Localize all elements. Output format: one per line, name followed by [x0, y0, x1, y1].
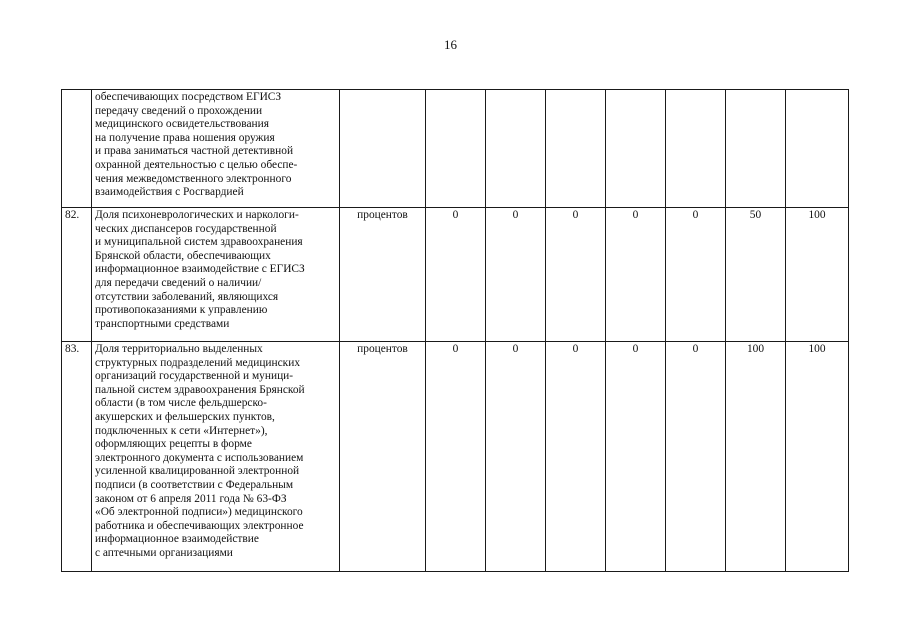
value-cell — [726, 90, 786, 208]
indicator-description-cell — [92, 90, 340, 208]
description-line: противопоказаниями к управлению — [95, 304, 268, 317]
unit-cell: процентов — [340, 208, 426, 342]
value-cell — [666, 90, 726, 208]
description-line: организаций государственной и муници- — [95, 370, 294, 383]
description-line: информационное взаимодействие с ЕГИСЗ — [95, 263, 305, 276]
description-line: взаимодействия с Росгвардией — [95, 186, 244, 199]
description-line: для передачи сведений о наличии/ — [95, 276, 262, 289]
value-cell: 0 — [486, 208, 546, 342]
indicator-description-cell — [92, 342, 340, 572]
table-row — [62, 342, 849, 572]
description-line: транспортными средствами — [95, 317, 230, 330]
row-number-cell — [62, 90, 92, 208]
description-line: работника и обеспечивающих электронное — [95, 519, 304, 532]
table-row — [62, 208, 849, 342]
description-line: электронного документа с использованием — [95, 451, 304, 464]
description-line: акушерских и фельшерских пунктов, — [95, 410, 275, 423]
value-cell — [546, 90, 606, 208]
description-line: Доля психоневрологических и наркологи- — [95, 209, 299, 221]
value-cell: 0 — [426, 342, 486, 572]
indicator-description-cell — [92, 208, 340, 342]
value-cell: 0 — [546, 208, 606, 342]
description-line: чения межведомственного электронного — [95, 172, 292, 185]
description-line: «Об электронной подписи») медицинского — [95, 506, 303, 519]
value-cell: 100 — [786, 342, 849, 572]
description-line: на получение права ношения оружия — [95, 131, 275, 144]
description-line: обеспечивающих посредством ЕГИСЗ — [95, 91, 282, 103]
description-line: подписи (в соответствии с Федеральным — [95, 478, 294, 491]
description-line: и права заниматься частной детективной — [95, 145, 294, 158]
unit-cell — [340, 90, 426, 208]
description-line: пальной систем здравоохранения Брянской — [95, 383, 305, 396]
unit-cell: процентов — [340, 342, 426, 572]
description-line: передачу сведений о прохождении — [95, 104, 263, 117]
value-cell: 0 — [486, 342, 546, 572]
description-line: медицинского освидетельствования — [95, 118, 269, 131]
value-cell — [606, 90, 666, 208]
description-line: охранной деятельностью с целью обеспе- — [95, 158, 298, 171]
description-line: законом от 6 апреля 2011 года № 63-ФЗ — [95, 492, 287, 505]
value-cell: 0 — [666, 208, 726, 342]
value-cell: 0 — [666, 342, 726, 572]
row-number-cell: 82. — [62, 208, 92, 342]
description-line: усиленной квалицированной электронной — [95, 465, 300, 478]
value-cell — [426, 90, 486, 208]
description-line: информационное взаимодействие — [95, 533, 259, 546]
description-line: Доля территориально выделенных — [95, 343, 263, 355]
description-line: оформляющих рецепты в форме — [95, 438, 252, 451]
description-line: области (в том числе фельдшерско- — [95, 397, 267, 410]
page-number: 16 — [444, 37, 457, 52]
value-cell — [786, 90, 849, 208]
value-cell: 0 — [606, 208, 666, 342]
value-cell: 100 — [786, 208, 849, 342]
value-cell — [486, 90, 546, 208]
value-cell: 0 — [546, 342, 606, 572]
description-line: с аптечными организациями — [95, 546, 233, 559]
description-line: ческих диспансеров государственной — [95, 222, 277, 235]
description-line: отсутствии заболеваний, являющихся — [95, 290, 279, 303]
description-line: подключенных к сети «Интернет»), — [95, 424, 268, 437]
indicators-table — [61, 89, 849, 572]
value-cell: 0 — [426, 208, 486, 342]
description-line: Брянской области, обеспечивающих — [95, 249, 271, 262]
description-line: и муниципальной систем здравоохранения — [95, 236, 303, 249]
row-number-cell: 83. — [62, 342, 92, 572]
value-cell: 0 — [606, 342, 666, 572]
table-body — [62, 90, 849, 572]
table-row — [62, 90, 849, 208]
description-line: структурных подразделений медицинских — [95, 356, 301, 369]
value-cell: 50 — [726, 208, 786, 342]
value-cell: 100 — [726, 342, 786, 572]
